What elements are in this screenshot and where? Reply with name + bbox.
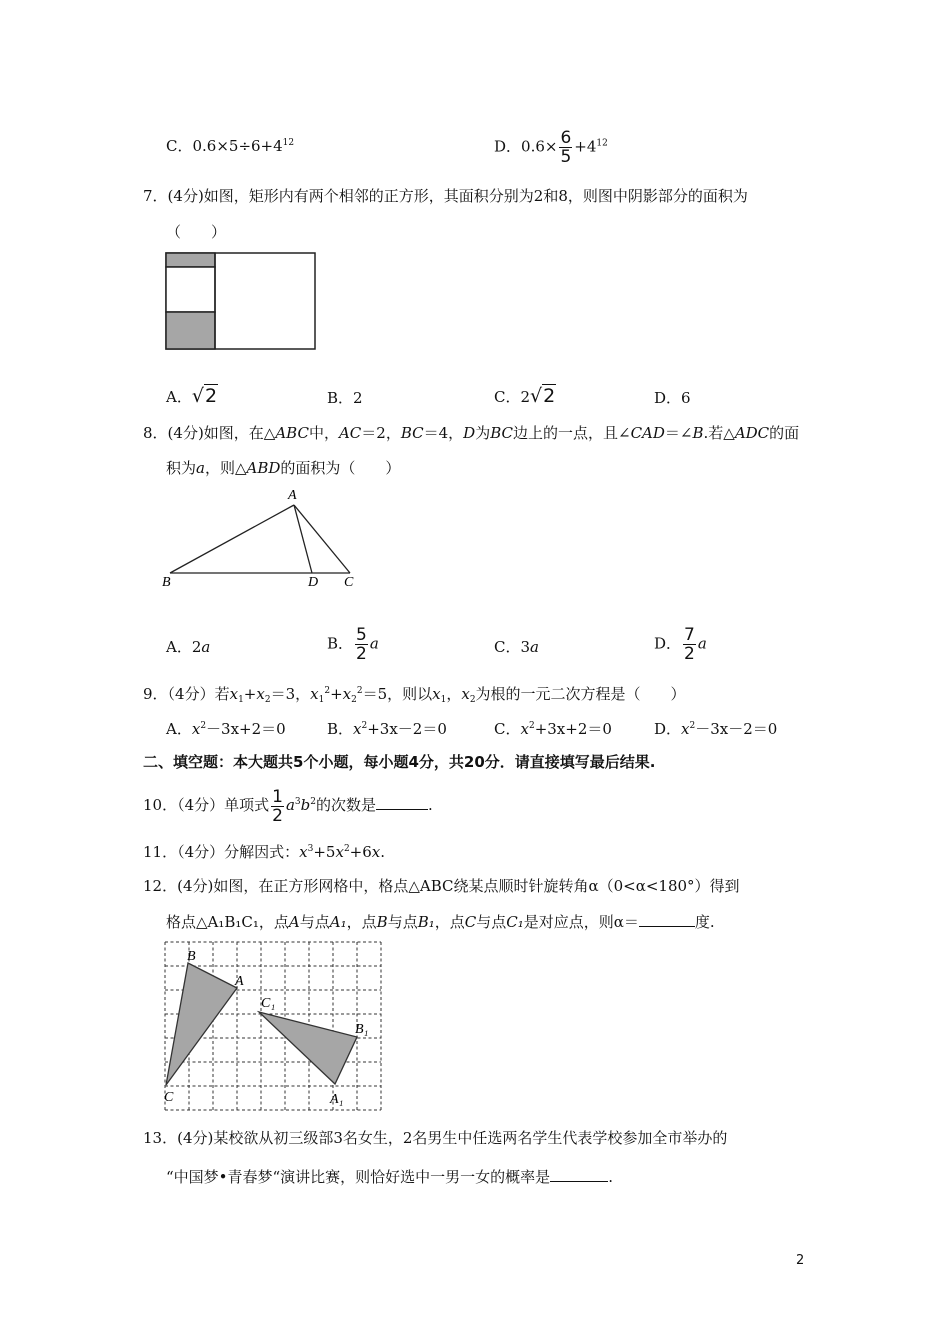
section-2-heading: 二、填空题：本大题共5个小题，每小题4分，共20分．请直接填写最后结果. [143,753,656,771]
q6-option-d: D．0.6× $\frac{6}{5}$ $+4^{12}$ [494,128,608,167]
shaded-top-strip [166,253,215,267]
label-a1: A₁ [330,1092,344,1107]
q10-stem: 10．（4分）单项式 $\frac{1}{2}$ $a^3b^2$的次数是 . [143,786,433,826]
label-c: C [344,575,354,590]
q8-stem-line1: 8．(4分)如图，在△ABC中，AC＝2，BC＝4，D为BC边上的一点，且∠CAD＝∠B.若△ADC的面 [143,424,800,442]
q9-option-a: A．$x^2-3x+2=0$ [166,720,286,738]
q9-option-c: C．$x^2+3x+2=0$ [494,720,612,738]
q8-triangle-figure [160,486,370,592]
label-a: A [288,488,297,503]
label-b: B [162,575,171,590]
page-number: 2 [796,1253,805,1268]
q7-option-c: C．2√2 [494,385,556,407]
q11-stem: 11．（4分）分解因式：$x^3+5x^2+6x$. [143,843,386,861]
q8-stem-line2: 积为a，则△ABD的面积为（ ） [166,459,401,477]
q9-option-d: D．$x^2-3x-2=0$ [654,720,778,738]
q6-option-c: C．$0.6\times 5\div 6+4^{12}$ [166,137,295,155]
label-b1: B₁ [355,1022,369,1037]
q7-figure-rectangle [165,252,317,350]
label-c: C [164,1090,174,1105]
label-d: D [308,575,319,590]
answer-blank[interactable] [550,1181,608,1182]
q13-stem-line2: “中国梦•青春梦“演讲比赛，则恰好选中一男一女的概率是 . [166,1168,613,1186]
q9-option-b: B．$x^2+3x-2=0$ [327,720,447,738]
fraction: $\frac{6}{5}$ [560,128,572,167]
q9-stem: 9．（4分）若$x_1+x_2=3$，$x_1^2+x_2^2=5$，则以$x_1$，$x_2$为根的一元二次方程是（ ） [143,685,686,705]
q12-grid-figure [164,941,382,1111]
label-a: A [235,974,244,989]
q12-stem-line2: 格点△A₁B₁C₁，点A与点A₁，点B与点B₁，点C与点C₁是对应点，则α＝ 度. [166,913,715,931]
q8-option-d: D． $\frac{7}{2}$ a [654,625,707,664]
q7-stem-line1: 7．(4分)如图，矩形内有两个相邻的正方形，其面积分别为2和8，则图中阴影部分的面积为 [143,187,748,205]
shaded-bottom-square [166,312,215,349]
q7-stem-line2: （ ） [166,223,227,241]
answer-blank[interactable] [639,926,695,927]
small-square [166,267,215,312]
q7-option-b: B．2 [327,389,363,407]
q13-stem-line1: 13．(4分)某校欲从初三级部3名女生，2名男生中任选两名学生代表学校参加全市举办的 [143,1129,728,1147]
q12-stem-line1: 12．(4分)如图，在正方形网格中，格点△ABC绕某点顺时针旋转角α（0<α<180°）得到 [143,877,740,895]
segment-ab [170,505,294,573]
q8-option-c: C．3a [494,638,539,656]
q7-option-d: D．6 [654,389,691,407]
triangle-abc [166,963,237,1085]
q8-option-a: A．2a [166,638,211,656]
triangle-a1b1c1 [259,1012,357,1084]
label-b: B [187,949,196,964]
q7-option-a: A．√2 [166,385,218,407]
q8-option-b: B． $\frac{5}{2}$ a [327,625,379,664]
answer-blank[interactable] [376,809,428,810]
label-c1: C₁ [261,996,276,1011]
